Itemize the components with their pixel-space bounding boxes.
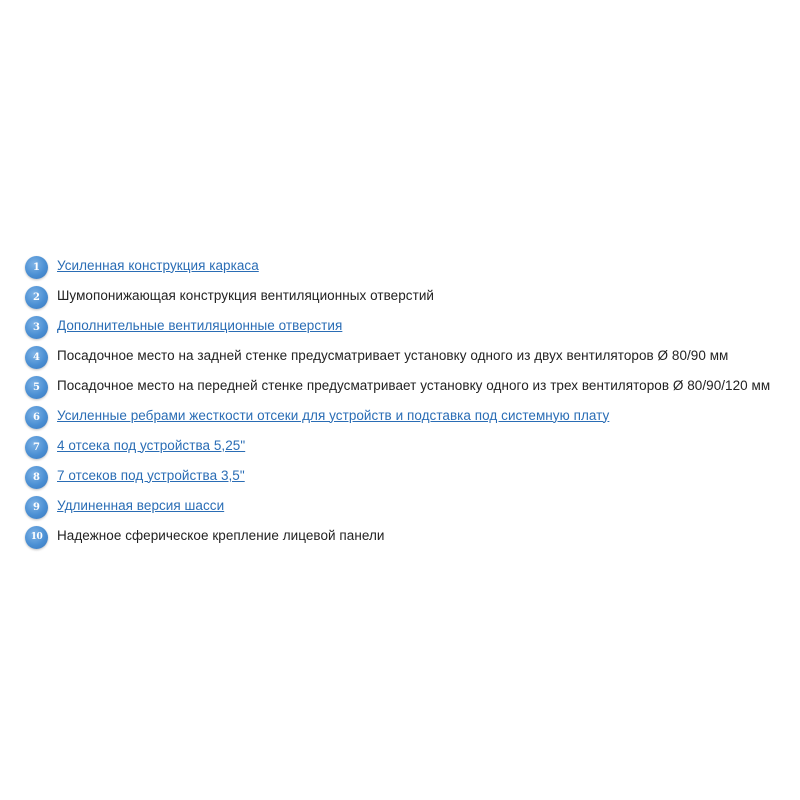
number-badge: 6 <box>25 406 48 429</box>
feature-item-4 <box>25 340 795 370</box>
feature-item-7 <box>25 430 795 460</box>
number-badge: 1 <box>25 256 48 279</box>
feature-link[interactable]: Дополнительные вентиляционные отверстия <box>57 317 343 333</box>
feature-item-6 <box>25 400 795 430</box>
number-badge: 7 <box>25 436 48 459</box>
feature-link[interactable]: Удлиненная версия шасси <box>57 497 225 513</box>
feature-text: Надежное сферическое крепление лицевой панели <box>57 527 385 543</box>
feature-text: Шумопонижающая конструкция вентиляционных отверстий <box>57 287 435 303</box>
feature-item-5 <box>25 370 795 400</box>
feature-item-9 <box>25 490 795 520</box>
feature-item-8 <box>25 460 795 490</box>
feature-item-2 <box>25 280 795 310</box>
feature-item-3 <box>25 310 795 340</box>
feature-link[interactable]: Усиленные ребрами жесткости отсеки для устройств и подставка под системную плату <box>57 407 610 423</box>
number-badge: 10 <box>25 526 48 549</box>
number-badge: 3 <box>25 316 48 339</box>
number-badge: 9 <box>25 496 48 519</box>
number-badge: 8 <box>25 466 48 489</box>
number-badge: 2 <box>25 286 48 309</box>
feature-item-10 <box>25 520 795 550</box>
feature-link[interactable]: 4 отсека под устройства 5,25" <box>57 437 246 453</box>
feature-text: Посадочное место на передней стенке предусматривает установку одного из трех вентиляторов Ø 80/90/120 мм <box>57 377 771 393</box>
number-badge: 4 <box>25 346 48 369</box>
feature-link[interactable]: 7 отсеков под устройства 3,5" <box>57 467 245 483</box>
feature-list <box>25 250 795 550</box>
number-badge: 5 <box>25 376 48 399</box>
feature-text: Посадочное место на задней стенке предусматривает установку одного из двух вентиляторов Ø 80/90 мм <box>57 347 729 363</box>
feature-link[interactable]: Усиленная конструкция каркаса <box>57 257 259 273</box>
feature-item-1 <box>25 250 795 280</box>
